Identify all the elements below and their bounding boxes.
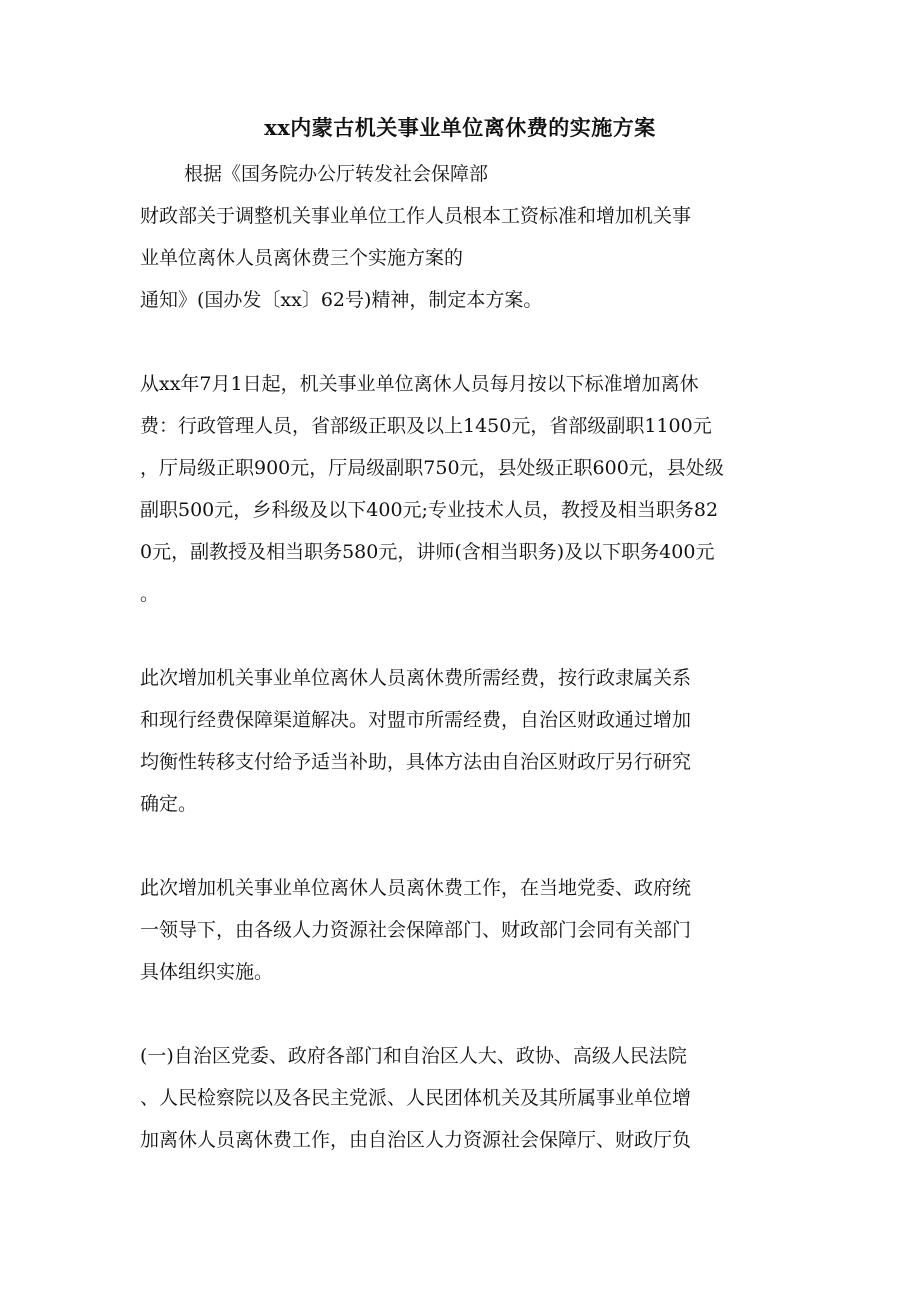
- para2-line-1: 此次增加机关事业单位离休人员离休费所需经费，按行政隶属关系: [140, 667, 692, 689]
- para2-line-4: 确定。: [140, 793, 198, 815]
- para1-line-3: ，厅局级正职900元，厅局级副职750元，县处级正职600元，县处级: [140, 457, 724, 479]
- para4-line-1: (一)自治区党委、政府各部门和自治区人大、政协、高级人民法院: [140, 1045, 687, 1067]
- para3-line-1: 此次增加机关事业单位离休人员离休费工作，在当地党委、政府统: [140, 877, 692, 899]
- para2-line-2: 和现行经费保障渠道解决。对盟市所需经费，自治区财政通过增加: [140, 709, 692, 731]
- para1-line-4: 副职500元，乡科级及以下400元;专业技术人员，教授及相当职务82: [140, 499, 719, 521]
- para1-line-5: 0元，副教授及相当职务580元，讲师(含相当职务)及以下职务400元: [140, 541, 715, 563]
- para1-line-6: 。: [140, 583, 160, 605]
- para3-line-2: 一领导下，由各级人力资源社会保障部门、财政部门会同有关部门: [140, 919, 692, 941]
- para2-line-3: 均衡性转移支付给予适当补助，具体方法由自治区财政厅另行研究: [140, 751, 692, 773]
- para3-line-3: 具体组织实施。: [140, 961, 274, 983]
- document-title: xx内蒙古机关事业单位离休费的实施方案: [264, 115, 656, 140]
- para4-line-2: 、人民检察院以及各民主党派、人民团体机关及其所属事业单位增: [140, 1087, 692, 1109]
- intro-line-4: 通知》(国办发〔xx〕62号)精神，制定本方案。: [140, 289, 543, 311]
- para1-line-2: 费：行政管理人员，省部级正职及以上1450元，省部级副职1100元: [140, 415, 712, 437]
- intro-line-1: 根据《国务院办公厅转发社会保障部: [184, 163, 489, 185]
- intro-line-2: 财政部关于调整机关事业单位工作人员根本工资标准和增加机关事: [140, 205, 692, 227]
- para1-line-1: 从xx年7月1日起，机关事业单位离休人员每月按以下标准增加离休: [140, 373, 699, 395]
- para4-line-3: 加离休人员离休费工作，由自治区人力资源社会保障厅、财政厅负: [140, 1129, 692, 1151]
- intro-line-3: 业单位离休人员离休费三个实施方案的: [140, 247, 464, 269]
